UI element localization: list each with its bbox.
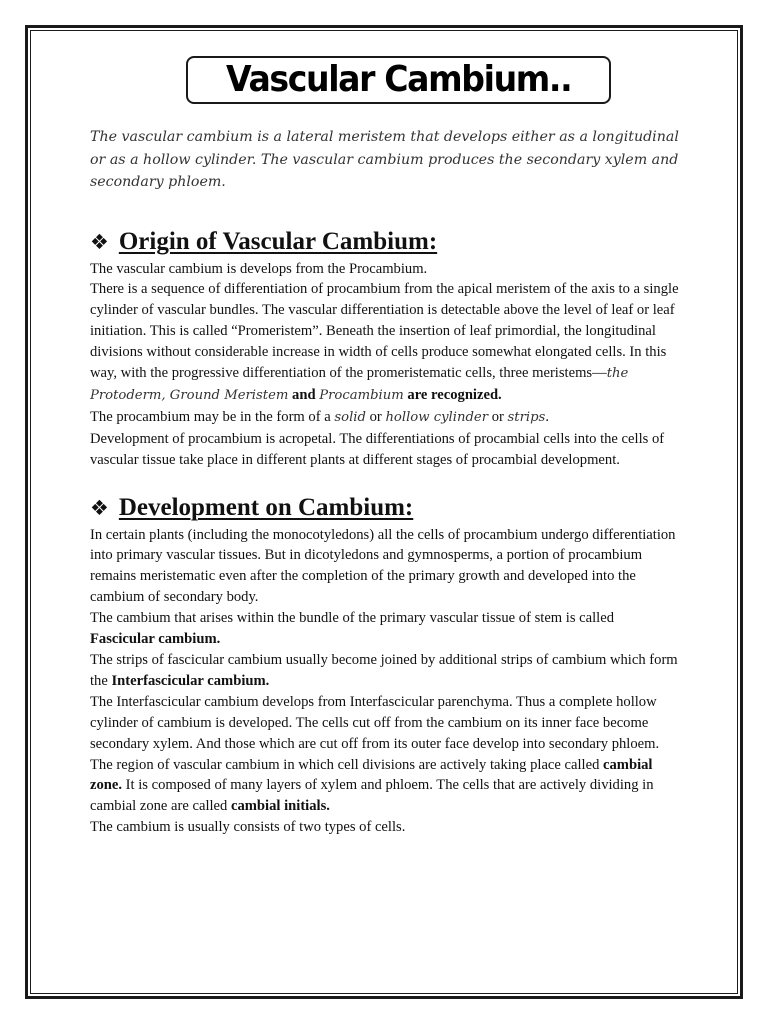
origin-paragraph-4: Development of procambium is acropetal. The differentiations of procambial cells into the cells of vascular tissue take place in different plants at different stages of procambial development. — [90, 430, 665, 468]
bold-cambial-zone: cambial zone. — [90, 756, 653, 794]
section-heading-origin — [90, 227, 680, 257]
bold-interfascicular-cambium: Interfascicular cambium. — [111, 672, 270, 689]
diamond-bullet-icon: ❖ — [90, 495, 109, 520]
bold-fascicular-cambium: Fascicular cambium. — [90, 631, 221, 648]
intro-paragraph: The vascular cambium is a lateral meristem that develops either as a longitudinal or as a hollow cylinder. The vascular cambium produces the secondary xylem and secondary phloem. — [90, 129, 679, 190]
bold-cambial-initials: cambial initials. — [231, 798, 330, 815]
origin-paragraph-3 — [90, 407, 680, 429]
section-heading-text: Origin of Vascular Cambium: — [118, 227, 438, 255]
section-heading-development — [90, 493, 680, 523]
italic-strips: strips — [507, 409, 546, 425]
cambial-initials-text: It is composed of many layers of xylem and phloem. The cells that are actively dividing in cambial zone are called — [90, 777, 654, 815]
origin-paragraph-2 — [90, 279, 680, 406]
development-paragraph-2 — [90, 608, 680, 650]
origin-paragraph-1: The vascular cambium is develops from the Procambium. — [90, 260, 428, 277]
or-text-2: or — [488, 408, 508, 425]
period-text: . — [545, 408, 549, 425]
development-paragraph-3 — [90, 650, 680, 692]
development-paragraph-1: In certain plants (including the monocotyledons) all the cells of procambium undergo differentiation into primary vascular tissues. But in dicotyledons and gymnosperms, a portion of procambium remains meristematic even after the completion of the primary growth and developed into the cambium of secondary body. — [90, 526, 676, 606]
diamond-bullet-icon: ❖ — [90, 229, 109, 254]
italic-meristems: the Protoderm, Ground Meristem — [90, 366, 629, 403]
document-content — [90, 126, 680, 838]
title-box — [186, 56, 611, 104]
section-heading-text: Development on Cambium: — [118, 493, 414, 521]
italic-hollow-cylinder: hollow cylinder — [385, 409, 489, 425]
procambium-form-text: The procambium may be in the form of a — [90, 408, 335, 425]
or-text-1: or — [365, 408, 386, 425]
italic-procambium: Procambium — [319, 387, 404, 403]
page-title: Vascular Cambium.. — [225, 59, 572, 100]
and-text: and — [288, 386, 320, 403]
recognized-text: are recognized. — [403, 386, 502, 403]
italic-solid: solid — [334, 409, 366, 425]
development-paragraph-5: The cambium is usually consists of two types of cells. — [90, 819, 406, 836]
fascicular-text: The cambium that arises within the bundle of the primary vascular tissue of stem is called — [90, 610, 615, 627]
development-paragraph-4 — [90, 692, 680, 817]
origin-text: There is a sequence of differentiation of procambium from the apical meristem of the axis to a single cylinder of vascular bundles. The vascular differentiation is detectable above the level of leaf or leaf initiation. This is called “Promeristem”. Beneath the insertion of leaf primordial, the longitudinal divisions without considerable increase in width of cells produce somewhat elongated cells. In this way, with the progressive differentiation of the promeristematic cells, three meristems— — [90, 281, 679, 382]
cambial-zone-text: The Interfascicular cambium develops from Interfascicular parenchyma. Thus a complete hollow cylinder of cambium is developed. The cells cut off from the cambium on its inner face become secondary xylem. And those which are cut off from its outer face develop into secondary phloem. The region of vascular cambium in which cell divisions are actively taking place called — [90, 693, 660, 773]
interfascicular-text: The strips of fascicular cambium usually become joined by additional strips of cambium which form the — [90, 652, 678, 689]
